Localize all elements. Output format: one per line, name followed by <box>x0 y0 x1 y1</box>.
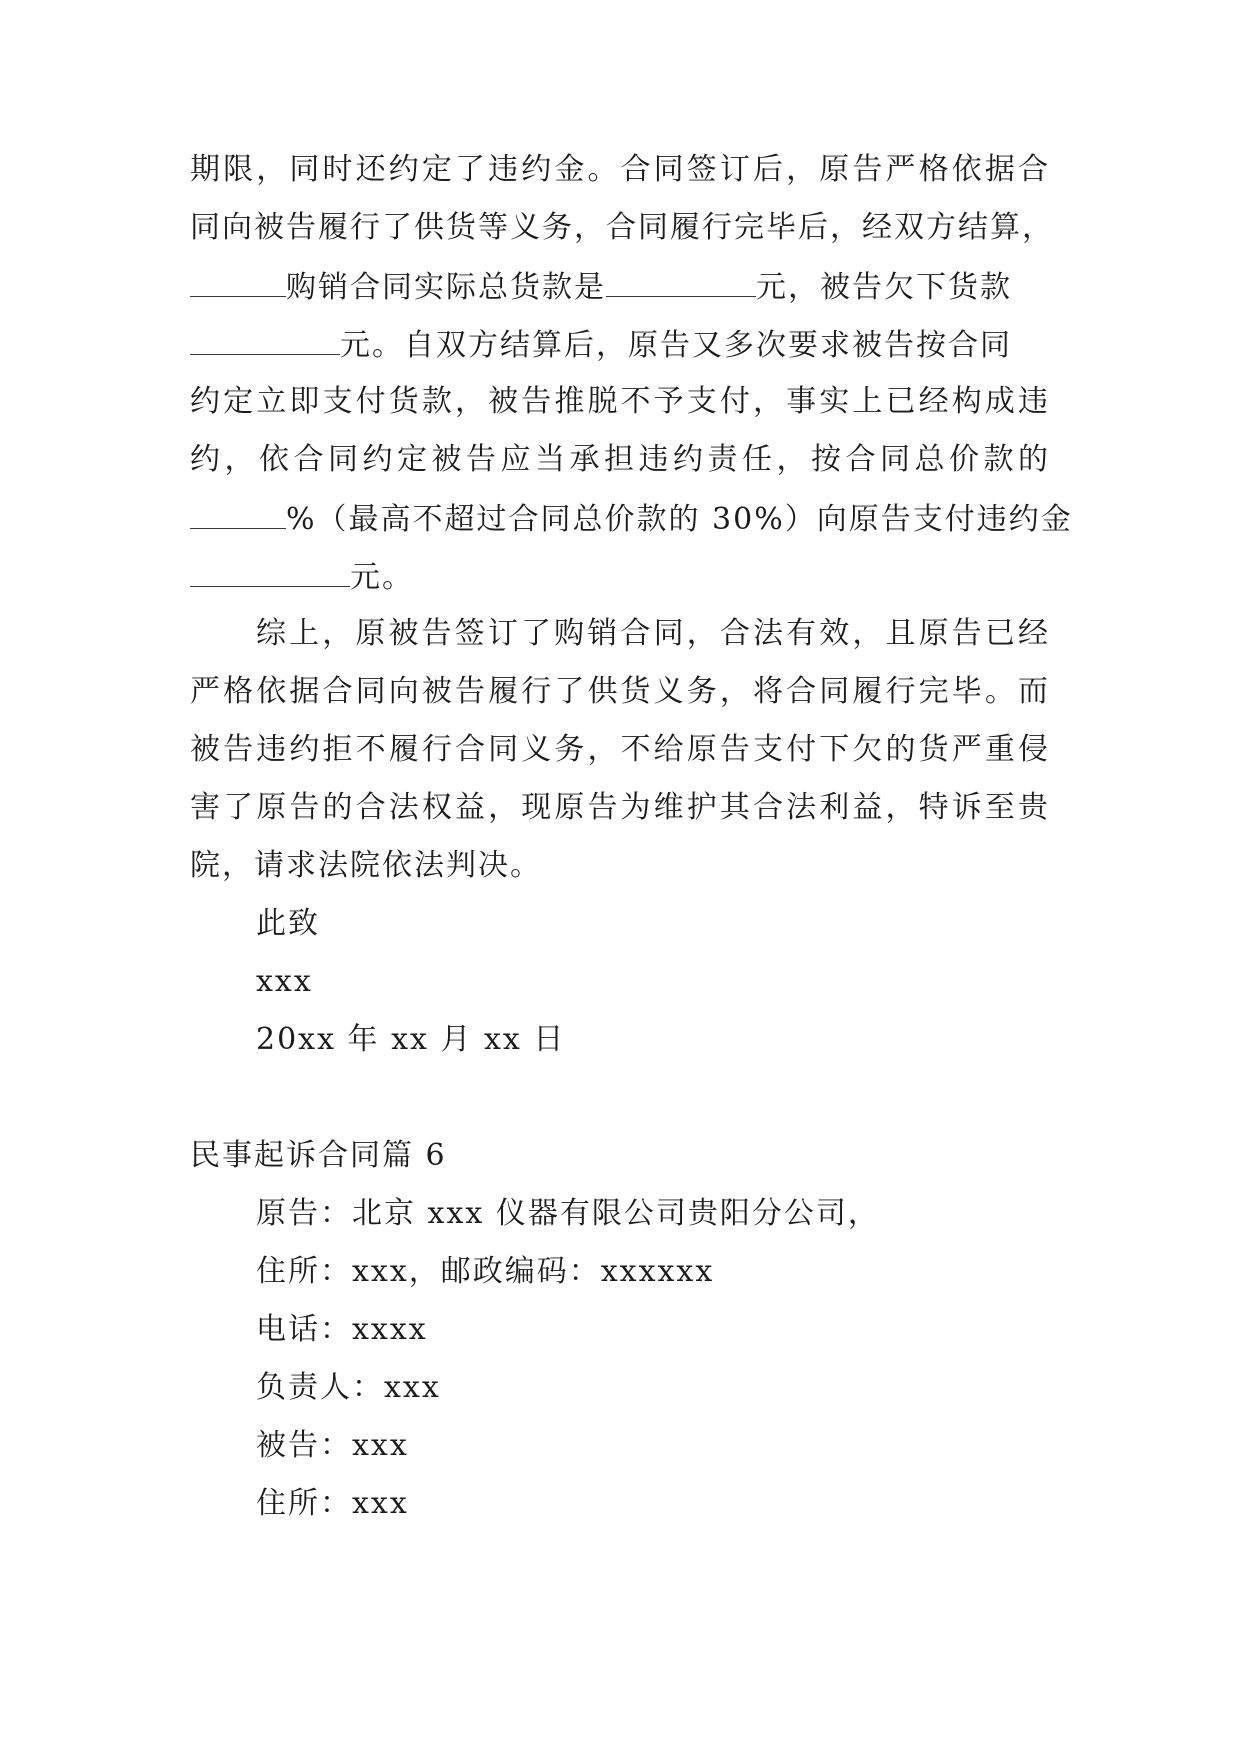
fill-in-blank <box>606 266 756 297</box>
paragraph-line: 综上，原被告签订了购销合同，合法有效，且原告已经 <box>256 616 1050 651</box>
paragraph-line: 害了原告的合法权益，现原告为维护其合法利益，特诉至贵 <box>190 790 1050 825</box>
paragraph-line: 被告违约拒不履行合同义务，不给原告支付下欠的货严重侵 <box>190 732 1050 767</box>
address-line: 住所：xxx，邮政编码：xxxxxx <box>256 1254 715 1289</box>
line-text: 元，被告欠下货款 <box>756 270 1012 305</box>
recipient: xxx <box>256 964 313 999</box>
fill-in-blank <box>190 556 350 587</box>
paragraph-line <box>190 266 1050 308</box>
line-text: %（最高不超过合同总价款的 30%）向原告支付违约金 <box>286 502 1073 537</box>
paragraph-line <box>190 324 1050 366</box>
paragraph-line: 约，依合同约定被告应当承担违约责任，按合同总价款的 <box>190 442 1050 477</box>
paragraph-line: 院，请求法院依法判决。 <box>190 848 542 883</box>
plaintiff-line: 原告：北京 xxx 仪器有限公司贵阳分公司， <box>256 1196 880 1231</box>
paragraph-line <box>190 498 1073 540</box>
phone-line: 电话：xxxx <box>256 1312 428 1347</box>
defendant-address-line: 住所：xxx <box>256 1486 409 1521</box>
fill-in-blank <box>190 266 286 297</box>
section-heading: 民事起诉合同篇 6 <box>190 1138 447 1173</box>
paragraph-line <box>190 556 1050 598</box>
fill-in-blank <box>190 498 286 529</box>
paragraph-line: 约定立即支付货款，被告推脱不予支付，事实上已经构成违 <box>190 384 1050 419</box>
person-in-charge-line: 负责人：xxx <box>256 1370 441 1405</box>
paragraph-line: 严格依据合同向被告履行了供货义务，将合同履行完毕。而 <box>190 674 1050 709</box>
paragraph-line: 期限，同时还约定了违约金。合同签订后，原告严格依据合 <box>190 152 1050 187</box>
salutation: 此致 <box>256 906 320 941</box>
paragraph-line: 同向被告履行了供货等义务，合同履行完毕后，经双方结算， <box>190 210 1054 245</box>
line-text: 元。 <box>350 560 414 595</box>
line-text: 购销合同实际总货款是 <box>286 270 606 305</box>
line-text: 元。自双方结算后，原告又多次要求被告按合同 <box>340 328 1012 363</box>
fill-in-blank <box>190 324 340 355</box>
date-line: 20xx 年 xx 月 xx 日 <box>256 1022 566 1057</box>
defendant-line: 被告：xxx <box>256 1428 409 1463</box>
